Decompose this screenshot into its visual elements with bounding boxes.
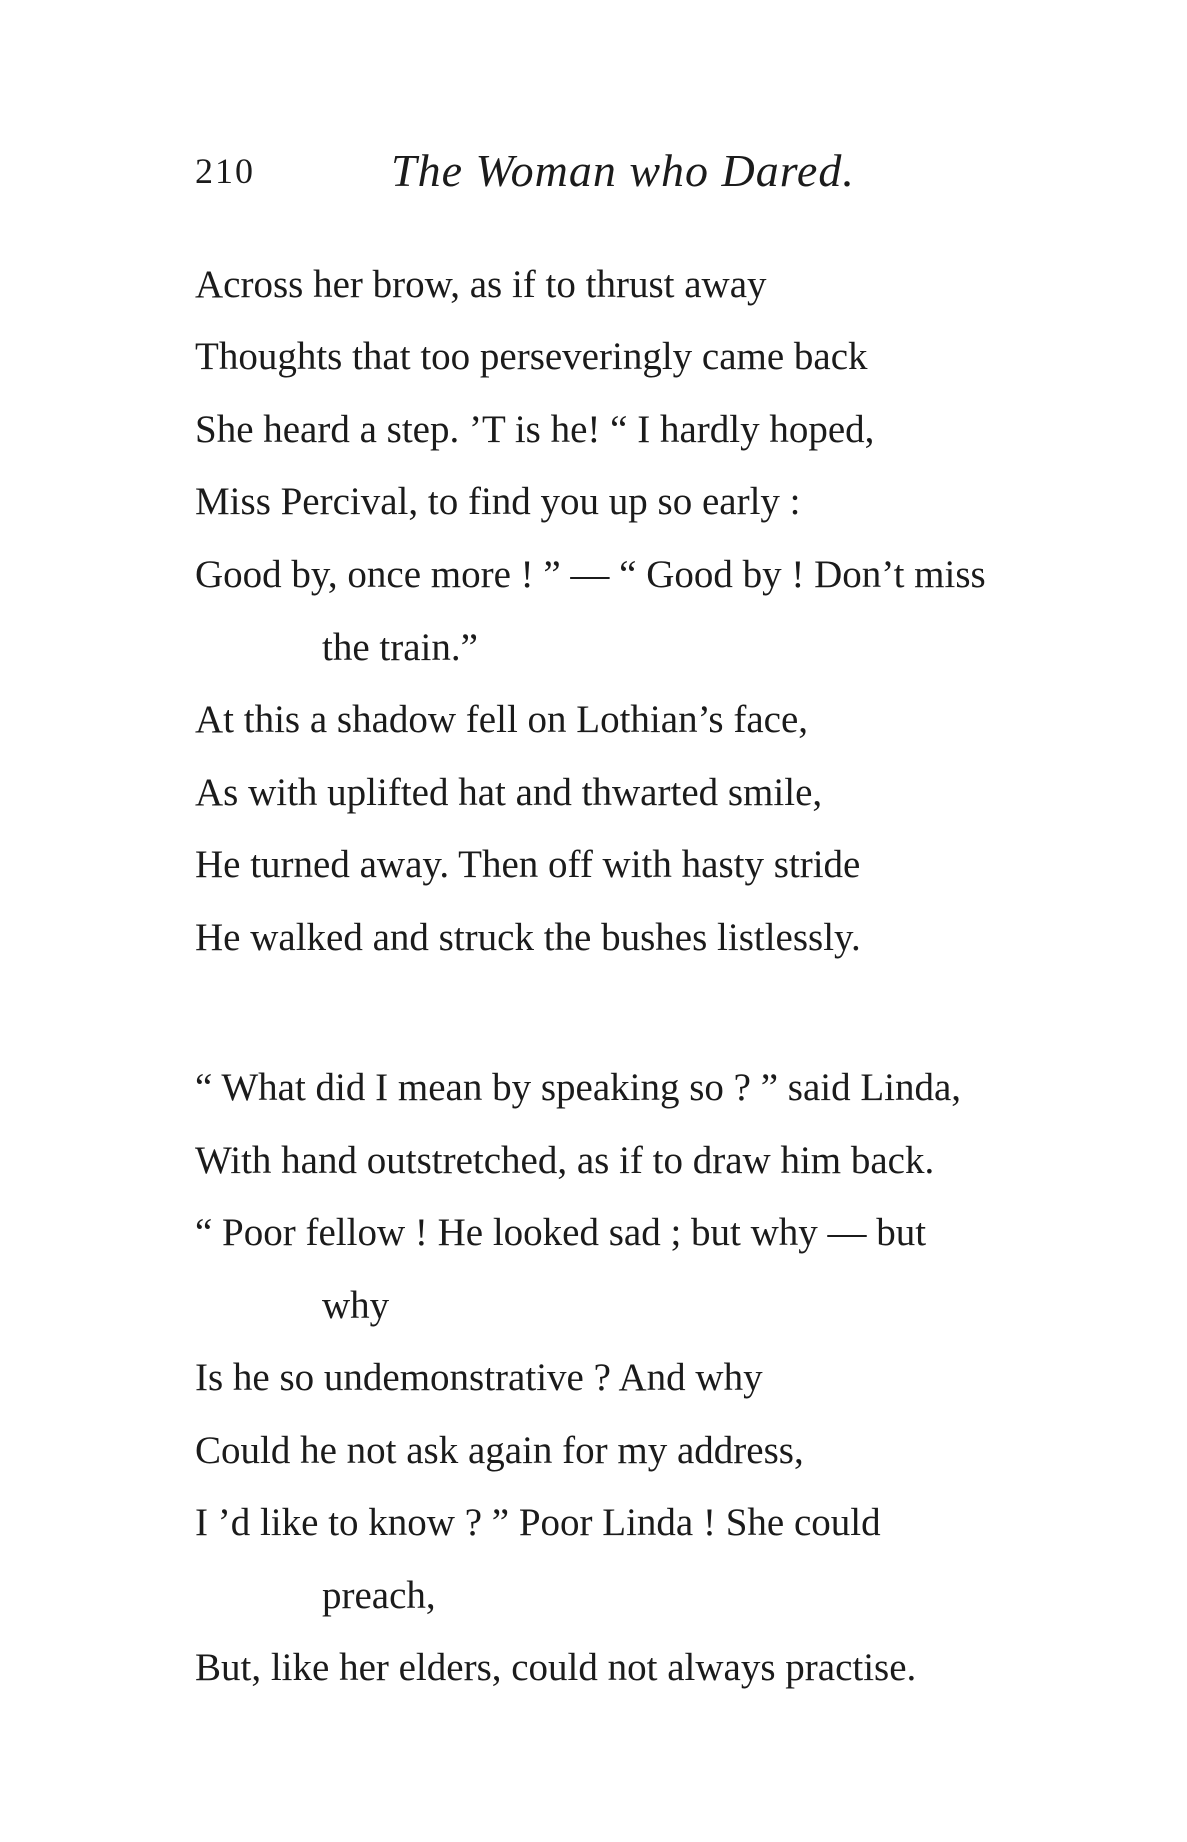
verse-line: As with uplifted hat and thwarted smile, xyxy=(195,771,823,814)
verse-line: He turned away. Then off with hasty stride xyxy=(195,843,861,886)
verse-line: With hand outstretched, as if to draw him back. xyxy=(195,1139,935,1182)
running-head xyxy=(195,145,995,210)
verse-line-continuation: why xyxy=(322,1284,390,1327)
verse-line: Good by, once more ! ” — “ Good by ! Don’t miss xyxy=(195,553,986,596)
verse-line: Miss Percival, to find you up so early : xyxy=(195,480,801,523)
verse-line: But, like her elders, could not always practise. xyxy=(195,1646,917,1689)
verse-line-continuation: preach, xyxy=(322,1574,436,1617)
verse-line: Across her brow, as if to thrust away xyxy=(195,263,767,306)
verse-line: I ’d like to know ? ” Poor Linda ! She could xyxy=(195,1501,881,1544)
running-title: The Woman who Dared. xyxy=(391,145,855,196)
verse-line: Could he not ask again for my address, xyxy=(195,1429,804,1472)
verse-line-continuation: the train.” xyxy=(322,626,478,669)
verse-line: He walked and struck the bushes listlessly. xyxy=(195,916,861,959)
verse-line: “ What did I mean by speaking so ? ” said Linda, xyxy=(195,1066,962,1109)
page-number: 210 xyxy=(195,151,255,191)
verse-line: She heard a step. ’T is he! “ I hardly hoped, xyxy=(195,408,875,451)
verse-line: “ Poor fellow ! He looked sad ; but why — but xyxy=(195,1211,927,1254)
verse-line: At this a shadow fell on Lothian’s face, xyxy=(195,698,809,741)
verse-line: Is he so undemonstrative ? And why xyxy=(195,1356,763,1399)
verse-line: Thoughts that too perseveringly came back xyxy=(195,335,868,378)
